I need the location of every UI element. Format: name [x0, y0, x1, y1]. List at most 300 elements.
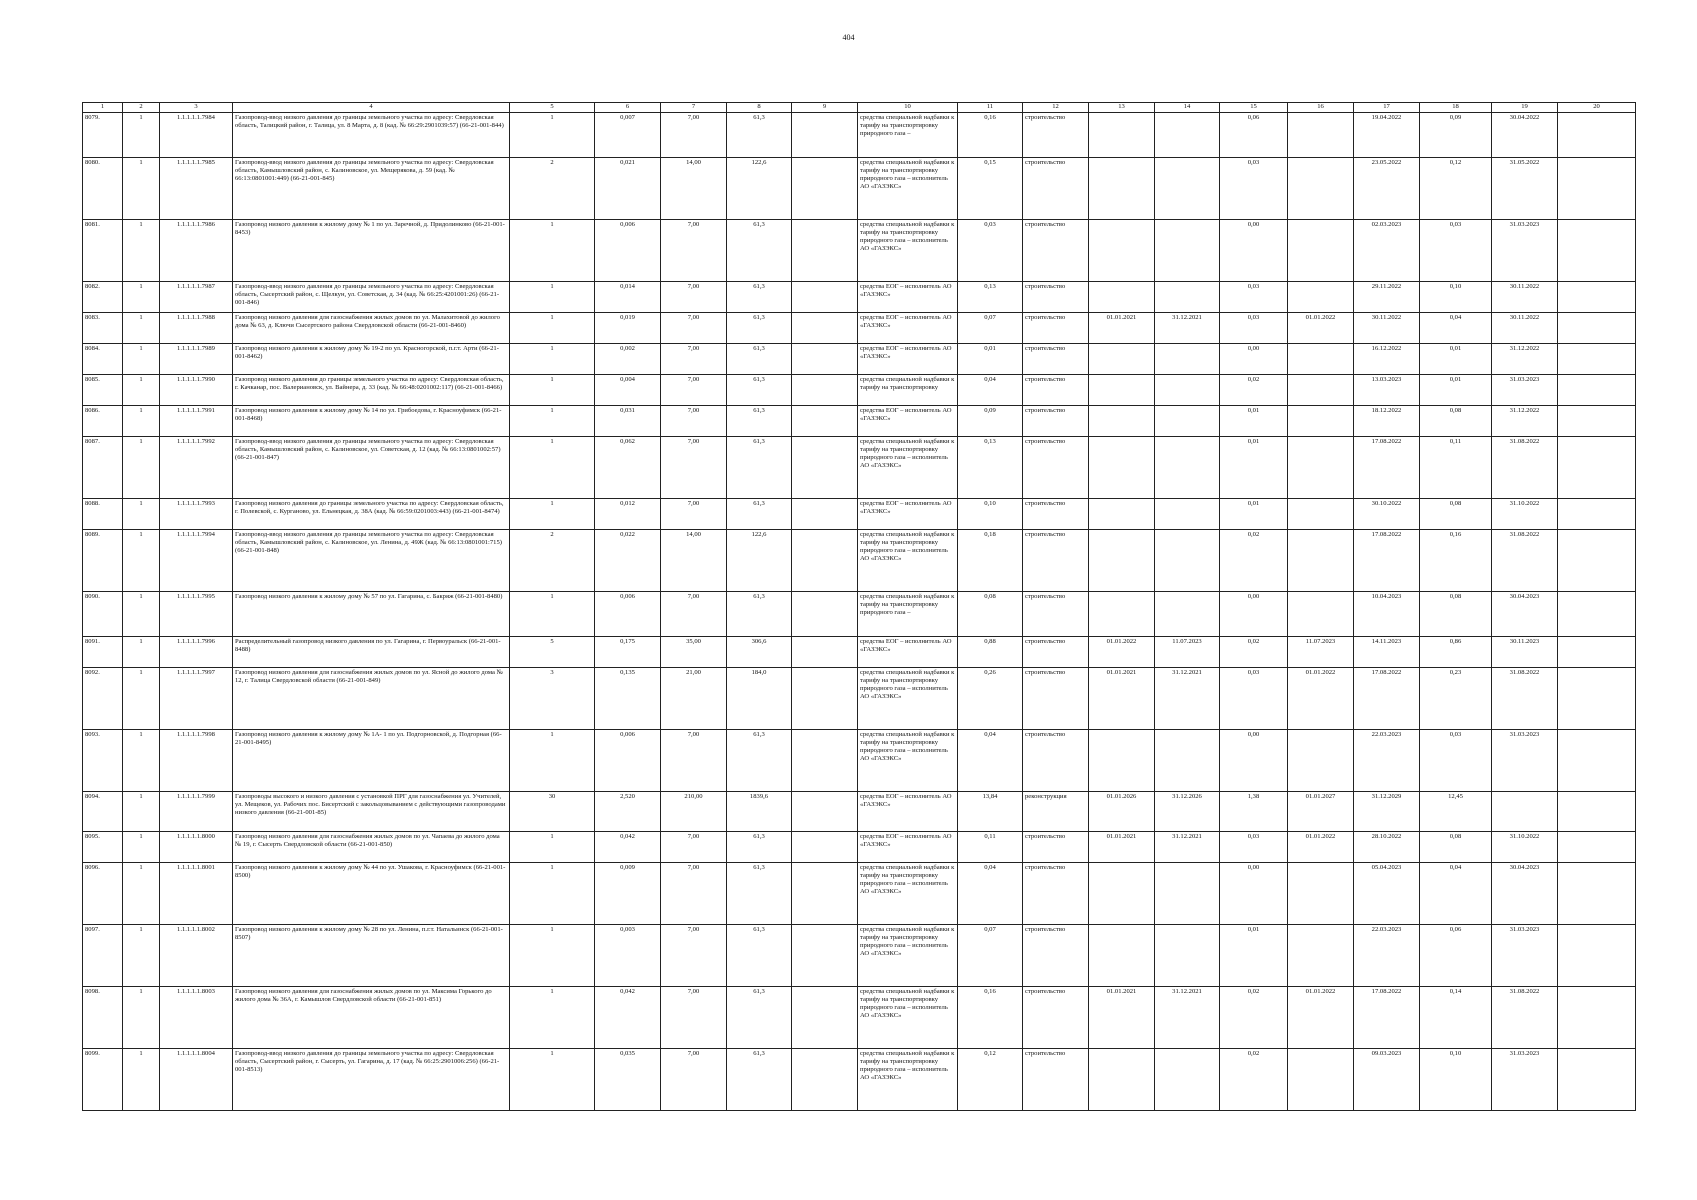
count-cell: 3 — [510, 668, 595, 730]
value-9 — [792, 832, 858, 863]
row-number: 8091. — [83, 637, 123, 668]
table-row — [83, 499, 1636, 530]
value-18: 0,03 — [1420, 730, 1492, 792]
count-cell: 1 — [510, 406, 595, 437]
date-16 — [1288, 158, 1354, 220]
column-number-6: 6 — [595, 103, 661, 113]
value-7: 7,00 — [661, 113, 727, 158]
column-number-18: 18 — [1420, 103, 1492, 113]
value-15: 0,03 — [1220, 668, 1288, 730]
date-17: 17.08.2022 — [1354, 530, 1420, 592]
row-number: 8095. — [83, 832, 123, 863]
date-16: 01.01.2022 — [1288, 313, 1354, 344]
table-row — [83, 530, 1636, 592]
quantity-cell: 1 — [123, 1049, 160, 1111]
value-20 — [1558, 344, 1636, 375]
date-16 — [1288, 730, 1354, 792]
value-7: 35,00 — [661, 637, 727, 668]
date-16 — [1288, 925, 1354, 987]
end-date — [1155, 282, 1220, 313]
row-number: 8081. — [83, 220, 123, 282]
length-cell: 0,022 — [595, 530, 661, 592]
length-cell: 0,003 — [595, 925, 661, 987]
column-number-8: 8 — [727, 103, 792, 113]
date-17: 19.04.2022 — [1354, 113, 1420, 158]
value-15: 0,02 — [1220, 637, 1288, 668]
completion-date: 30.04.2023 — [1492, 863, 1558, 925]
cost-cell: 13,84 — [958, 792, 1023, 832]
cost-cell: 0,03 — [958, 220, 1023, 282]
funding-source: средства ЕОГ – исполнитель АО «ГАЗЭКС» — [858, 313, 958, 344]
value-15: 0,02 — [1220, 1049, 1288, 1111]
start-date — [1089, 1049, 1155, 1111]
row-number: 8085. — [83, 375, 123, 406]
work-type: строительство — [1023, 282, 1089, 313]
value-8: 1839,6 — [727, 792, 792, 832]
object-code: 1.1.1.1.1.7991 — [160, 406, 233, 437]
quantity-cell: 1 — [123, 113, 160, 158]
value-15: 0,01 — [1220, 499, 1288, 530]
value-15: 0,02 — [1220, 530, 1288, 592]
date-17: 22.03.2023 — [1354, 730, 1420, 792]
object-code: 1.1.1.1.1.8004 — [160, 1049, 233, 1111]
quantity-cell: 1 — [123, 406, 160, 437]
value-20 — [1558, 437, 1636, 499]
funding-source: средства специальной надбавки к тарифу на транспортировку природного газа – — [858, 113, 958, 158]
date-16 — [1288, 530, 1354, 592]
date-17: 30.11.2022 — [1354, 313, 1420, 344]
row-number: 8096. — [83, 863, 123, 925]
length-cell: 0,002 — [595, 344, 661, 375]
completion-date: 31.03.2023 — [1492, 1049, 1558, 1111]
value-7: 7,00 — [661, 987, 727, 1049]
end-date: 31.12.2021 — [1155, 313, 1220, 344]
value-9 — [792, 344, 858, 375]
value-9 — [792, 987, 858, 1049]
quantity-cell: 1 — [123, 592, 160, 637]
length-cell: 0,062 — [595, 437, 661, 499]
object-description: Газопровод-ввод низкого давления до границы земельного участка по адресу: Свердловская область, Камышловский район, с. Калиновское, ул. Советская, д. 12 (кад. № 66:13:0801002:57) (66-21-001-847) — [233, 437, 510, 499]
column-number-20: 20 — [1558, 103, 1636, 113]
table-row — [83, 282, 1636, 313]
end-date — [1155, 344, 1220, 375]
value-8: 61,3 — [727, 437, 792, 499]
value-9 — [792, 499, 858, 530]
value-9 — [792, 592, 858, 637]
date-17: 29.11.2022 — [1354, 282, 1420, 313]
row-number: 8088. — [83, 499, 123, 530]
start-date — [1089, 530, 1155, 592]
object-code: 1.1.1.1.1.7987 — [160, 282, 233, 313]
date-16: 01.01.2022 — [1288, 668, 1354, 730]
quantity-cell: 1 — [123, 375, 160, 406]
start-date — [1089, 375, 1155, 406]
funding-source: средства специальной надбавки к тарифу на транспортировку природного газа – исполнитель АО «ГАЗЭКС» — [858, 863, 958, 925]
value-20 — [1558, 406, 1636, 437]
column-number-16: 16 — [1288, 103, 1354, 113]
end-date — [1155, 530, 1220, 592]
table-row — [83, 113, 1636, 158]
completion-date: 30.04.2023 — [1492, 592, 1558, 637]
cost-cell: 0,18 — [958, 530, 1023, 592]
completion-date: 31.08.2022 — [1492, 530, 1558, 592]
object-description: Газопровод низкого давления к жилому дому № 19-2 по ул. Красногорской, п.г.т. Арти (66-21-001-8462) — [233, 344, 510, 375]
value-15: 0,03 — [1220, 282, 1288, 313]
work-type: строительство — [1023, 592, 1089, 637]
value-7: 7,00 — [661, 437, 727, 499]
funding-source: средства специальной надбавки к тарифу на транспортировку природного газа – — [858, 592, 958, 637]
column-number-12: 12 — [1023, 103, 1089, 113]
date-17: 28.10.2022 — [1354, 832, 1420, 863]
date-16: 01.01.2022 — [1288, 987, 1354, 1049]
start-date — [1089, 863, 1155, 925]
column-number-10: 10 — [858, 103, 958, 113]
column-number-2: 2 — [123, 103, 160, 113]
value-20 — [1558, 113, 1636, 158]
cost-cell: 0,04 — [958, 863, 1023, 925]
work-type: строительство — [1023, 925, 1089, 987]
value-8: 61,3 — [727, 730, 792, 792]
length-cell: 0,042 — [595, 987, 661, 1049]
row-number: 8082. — [83, 282, 123, 313]
quantity-cell: 1 — [123, 530, 160, 592]
count-cell: 1 — [510, 220, 595, 282]
quantity-cell: 1 — [123, 792, 160, 832]
count-cell: 1 — [510, 832, 595, 863]
work-type: строительство — [1023, 730, 1089, 792]
value-7: 21,00 — [661, 668, 727, 730]
cost-cell: 0,01 — [958, 344, 1023, 375]
count-cell: 1 — [510, 925, 595, 987]
page-number: 404 — [842, 33, 855, 42]
column-number-9: 9 — [792, 103, 858, 113]
cost-cell: 0,07 — [958, 313, 1023, 344]
value-15: 0,02 — [1220, 375, 1288, 406]
length-cell: 0,035 — [595, 1049, 661, 1111]
start-date — [1089, 925, 1155, 987]
value-8: 61,3 — [727, 344, 792, 375]
start-date: 01.01.2021 — [1089, 668, 1155, 730]
value-18: 0,04 — [1420, 313, 1492, 344]
date-16: 11.07.2023 — [1288, 637, 1354, 668]
object-code: 1.1.1.1.1.7984 — [160, 113, 233, 158]
start-date: 01.01.2021 — [1089, 313, 1155, 344]
row-number: 8079. — [83, 113, 123, 158]
value-18: 12,45 — [1420, 792, 1492, 832]
cost-cell: 0,88 — [958, 637, 1023, 668]
start-date — [1089, 406, 1155, 437]
value-15: 1,38 — [1220, 792, 1288, 832]
object-code: 1.1.1.1.1.7988 — [160, 313, 233, 344]
work-type: строительство — [1023, 499, 1089, 530]
object-description: Газопровод-ввод низкого давления до границы земельного участка по адресу: Свердловская область, Талицкий район, г. Талица, ул. 8 Марта, д. 8 (кад. № 66:29:2901039:57) (66-21-001-844) — [233, 113, 510, 158]
quantity-cell: 1 — [123, 668, 160, 730]
value-9 — [792, 1049, 858, 1111]
value-9 — [792, 792, 858, 832]
column-number-19: 19 — [1492, 103, 1558, 113]
start-date — [1089, 158, 1155, 220]
table-row — [83, 730, 1636, 792]
date-17: 14.11.2023 — [1354, 637, 1420, 668]
object-code: 1.1.1.1.1.7997 — [160, 668, 233, 730]
table-row — [83, 668, 1636, 730]
date-16 — [1288, 113, 1354, 158]
cost-cell: 0,15 — [958, 158, 1023, 220]
value-7: 7,00 — [661, 730, 727, 792]
funding-source: средства ЕОГ – исполнитель АО «ГАЗЭКС» — [858, 792, 958, 832]
object-code: 1.1.1.1.1.7996 — [160, 637, 233, 668]
value-7: 7,00 — [661, 925, 727, 987]
row-number: 8092. — [83, 668, 123, 730]
value-9 — [792, 313, 858, 344]
value-8: 61,3 — [727, 987, 792, 1049]
length-cell: 0,007 — [595, 113, 661, 158]
end-date — [1155, 437, 1220, 499]
value-18: 0,06 — [1420, 925, 1492, 987]
count-cell: 5 — [510, 637, 595, 668]
object-code: 1.1.1.1.1.8003 — [160, 987, 233, 1049]
object-description: Газопроводы высокого и низкого давления с установкой ПРГ для газоснабжения ул. Учителей, ул. Мещеков, ул. Рабочих пос. Бисертский с закольцовыванием с действующими газопроводами низкого давления (66-21-001-85) — [233, 792, 510, 832]
date-16 — [1288, 220, 1354, 282]
start-date — [1089, 282, 1155, 313]
value-9 — [792, 406, 858, 437]
funding-source: средства ЕОГ – исполнитель АО «ГАЗЭКС» — [858, 832, 958, 863]
value-9 — [792, 220, 858, 282]
quantity-cell: 1 — [123, 158, 160, 220]
work-type: строительство — [1023, 437, 1089, 499]
object-description: Распределительный газопровод низкого давления по ул. Гагарина, г. Первоуральск (66-21-001-8488) — [233, 637, 510, 668]
length-cell: 0,019 — [595, 313, 661, 344]
value-15: 0,00 — [1220, 344, 1288, 375]
funding-source: средства специальной надбавки к тарифу на транспортировку природного газа – исполнитель АО «ГАЗЭКС» — [858, 530, 958, 592]
cost-cell: 0,12 — [958, 1049, 1023, 1111]
object-description: Газопровод низкого давления для газоснабжения жилых домов по ул. Максима Горького до жилого дома № 36А, г. Камышлов Свердловской области (66-21-001-851) — [233, 987, 510, 1049]
column-number-1: 1 — [83, 103, 123, 113]
value-20 — [1558, 220, 1636, 282]
completion-date: 31.08.2022 — [1492, 987, 1558, 1049]
table-row — [83, 592, 1636, 637]
end-date: 31.12.2021 — [1155, 668, 1220, 730]
count-cell: 1 — [510, 863, 595, 925]
column-number-11: 11 — [958, 103, 1023, 113]
table-row — [83, 863, 1636, 925]
length-cell: 0,042 — [595, 832, 661, 863]
start-date — [1089, 220, 1155, 282]
date-16: 01.01.2027 — [1288, 792, 1354, 832]
work-type: строительство — [1023, 313, 1089, 344]
object-code: 1.1.1.1.1.7994 — [160, 530, 233, 592]
row-number: 8089. — [83, 530, 123, 592]
value-9 — [792, 730, 858, 792]
value-20 — [1558, 530, 1636, 592]
end-date — [1155, 730, 1220, 792]
work-type: строительство — [1023, 375, 1089, 406]
value-20 — [1558, 158, 1636, 220]
end-date — [1155, 499, 1220, 530]
quantity-cell: 1 — [123, 832, 160, 863]
object-description: Газопровод низкого давления для газоснабжения жилых домов по ул. Малахитовой до жилого дома № 63, д. Ключи Сысертского района Свердловской области (66-21-001-8460) — [233, 313, 510, 344]
completion-date: 31.05.2022 — [1492, 158, 1558, 220]
date-16 — [1288, 1049, 1354, 1111]
end-date — [1155, 863, 1220, 925]
row-number: 8098. — [83, 987, 123, 1049]
cost-cell: 0,13 — [958, 437, 1023, 499]
value-9 — [792, 637, 858, 668]
table-row — [83, 832, 1636, 863]
value-8: 61,3 — [727, 1049, 792, 1111]
completion-date: 31.03.2023 — [1492, 375, 1558, 406]
end-date: 31.12.2021 — [1155, 832, 1220, 863]
object-code: 1.1.1.1.1.8002 — [160, 925, 233, 987]
value-7: 7,00 — [661, 282, 727, 313]
table-row — [83, 375, 1636, 406]
date-17: 02.03.2023 — [1354, 220, 1420, 282]
count-cell: 1 — [510, 344, 595, 375]
date-17: 17.08.2022 — [1354, 668, 1420, 730]
value-18: 0,11 — [1420, 437, 1492, 499]
date-17: 23.05.2022 — [1354, 158, 1420, 220]
value-20 — [1558, 792, 1636, 832]
value-20 — [1558, 730, 1636, 792]
value-7: 7,00 — [661, 344, 727, 375]
completion-date: 31.10.2022 — [1492, 832, 1558, 863]
value-15: 0,00 — [1220, 220, 1288, 282]
column-number-3: 3 — [160, 103, 233, 113]
count-cell: 1 — [510, 1049, 595, 1111]
count-cell: 1 — [510, 113, 595, 158]
quantity-cell: 1 — [123, 282, 160, 313]
value-7: 7,00 — [661, 313, 727, 344]
value-20 — [1558, 375, 1636, 406]
table-row — [83, 925, 1636, 987]
value-18: 0,01 — [1420, 375, 1492, 406]
value-20 — [1558, 925, 1636, 987]
value-15: 0,00 — [1220, 863, 1288, 925]
start-date — [1089, 344, 1155, 375]
value-15: 0,03 — [1220, 832, 1288, 863]
value-9 — [792, 925, 858, 987]
row-number: 8099. — [83, 1049, 123, 1111]
value-20 — [1558, 282, 1636, 313]
quantity-cell: 1 — [123, 437, 160, 499]
end-date — [1155, 1049, 1220, 1111]
work-type: строительство — [1023, 113, 1089, 158]
date-16 — [1288, 863, 1354, 925]
value-18: 0,14 — [1420, 987, 1492, 1049]
date-17: 22.03.2023 — [1354, 925, 1420, 987]
length-cell: 0,012 — [595, 499, 661, 530]
funding-source: средства специальной надбавки к тарифу на транспортировку природного газа – исполнитель АО «ГАЗЭКС» — [858, 1049, 958, 1111]
column-number-7: 7 — [661, 103, 727, 113]
quantity-cell: 1 — [123, 987, 160, 1049]
funding-source: средства специальной надбавки к тарифу на транспортировку природного газа – исполнитель АО «ГАЗЭКС» — [858, 158, 958, 220]
date-16 — [1288, 592, 1354, 637]
count-cell: 1 — [510, 282, 595, 313]
date-16: 01.01.2022 — [1288, 832, 1354, 863]
quantity-cell: 1 — [123, 220, 160, 282]
work-type: строительство — [1023, 344, 1089, 375]
row-number: 8087. — [83, 437, 123, 499]
work-type: строительство — [1023, 863, 1089, 925]
object-code: 1.1.1.1.1.7995 — [160, 592, 233, 637]
row-number: 8084. — [83, 344, 123, 375]
value-15: 0,01 — [1220, 437, 1288, 499]
cost-cell: 0,04 — [958, 375, 1023, 406]
value-18: 0,86 — [1420, 637, 1492, 668]
value-8: 61,3 — [727, 313, 792, 344]
cost-cell: 0,16 — [958, 987, 1023, 1049]
date-16 — [1288, 406, 1354, 437]
value-8: 184,0 — [727, 668, 792, 730]
value-20 — [1558, 668, 1636, 730]
completion-date: 31.08.2022 — [1492, 437, 1558, 499]
value-9 — [792, 437, 858, 499]
completion-date: 30.11.2022 — [1492, 282, 1558, 313]
object-code: 1.1.1.1.1.7993 — [160, 499, 233, 530]
value-15: 0,01 — [1220, 406, 1288, 437]
value-8: 61,3 — [727, 375, 792, 406]
value-20 — [1558, 499, 1636, 530]
date-17: 17.08.2022 — [1354, 437, 1420, 499]
object-code: 1.1.1.1.1.7998 — [160, 730, 233, 792]
cost-cell: 0,04 — [958, 730, 1023, 792]
start-date — [1089, 113, 1155, 158]
table-row — [83, 437, 1636, 499]
date-17: 16.12.2022 — [1354, 344, 1420, 375]
value-8: 61,3 — [727, 113, 792, 158]
column-number-4: 4 — [233, 103, 510, 113]
value-7: 14,00 — [661, 158, 727, 220]
quantity-cell: 1 — [123, 313, 160, 344]
work-type: реконструкция — [1023, 792, 1089, 832]
table-row — [83, 637, 1636, 668]
start-date: 01.01.2022 — [1089, 637, 1155, 668]
table-row — [83, 158, 1636, 220]
start-date — [1089, 437, 1155, 499]
funding-source: средства ЕОГ – исполнитель АО «ГАЗЭКС» — [858, 499, 958, 530]
completion-date: 31.08.2022 — [1492, 668, 1558, 730]
date-17: 31.12.2029 — [1354, 792, 1420, 832]
column-number-row — [83, 103, 1636, 113]
funding-source: средства специальной надбавки к тарифу на транспортировку природного газа – исполнитель АО «ГАЗЭКС» — [858, 437, 958, 499]
value-18: 0,12 — [1420, 158, 1492, 220]
date-16 — [1288, 282, 1354, 313]
value-7: 7,00 — [661, 220, 727, 282]
funding-source: средства специальной надбавки к тарифу на транспортировку природного газа – исполнитель АО «ГАЗЭКС» — [858, 668, 958, 730]
value-20 — [1558, 1049, 1636, 1111]
value-8: 61,3 — [727, 282, 792, 313]
count-cell: 2 — [510, 158, 595, 220]
count-cell: 1 — [510, 592, 595, 637]
quantity-cell: 1 — [123, 344, 160, 375]
object-description: Газопровод низкого давления к жилому дому № 57 по ул. Гагарина, с. Бакряж (66-21-001-8480) — [233, 592, 510, 637]
value-7: 7,00 — [661, 1049, 727, 1111]
row-number: 8097. — [83, 925, 123, 987]
end-date — [1155, 375, 1220, 406]
count-cell: 1 — [510, 437, 595, 499]
start-date — [1089, 499, 1155, 530]
value-7: 7,00 — [661, 832, 727, 863]
end-date: 31.12.2021 — [1155, 987, 1220, 1049]
value-20 — [1558, 313, 1636, 344]
row-number: 8094. — [83, 792, 123, 832]
funding-source: средства специальной надбавки к тарифу на транспортировку — [858, 375, 958, 406]
length-cell: 0,021 — [595, 158, 661, 220]
table-row — [83, 313, 1636, 344]
value-7: 7,00 — [661, 499, 727, 530]
row-number: 8083. — [83, 313, 123, 344]
date-17: 05.04.2023 — [1354, 863, 1420, 925]
